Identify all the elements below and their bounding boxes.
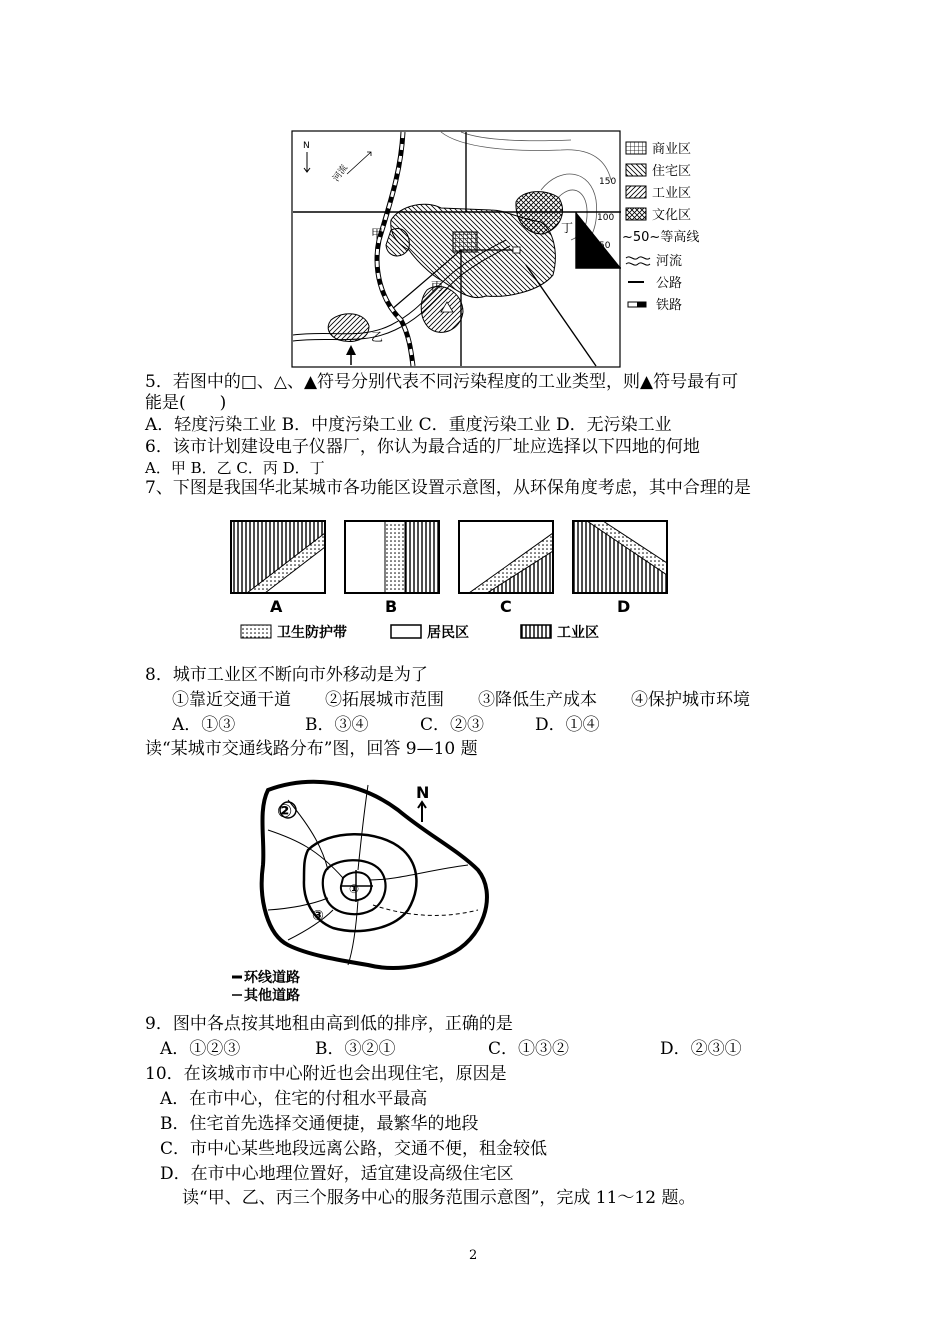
q6-options: A．甲 B．乙 C．丙 D．丁: [145, 459, 325, 477]
map2-north: N: [416, 783, 430, 802]
q8-stem: 8．城市工业区不断向市外移动是为了: [145, 665, 428, 685]
q9-option-d: D．②③①: [660, 1039, 742, 1059]
q5-options: A．轻度污染工业 B．中度污染工业 C．重度污染工业 D．无污染工业: [145, 415, 672, 435]
q8-option-b: B．③④: [305, 715, 369, 735]
legend-other-road: 其他道路: [244, 988, 300, 1004]
legend-ring-road: 环线道路: [244, 970, 300, 986]
q10-option-d: D．在市中心地理位置好，适宜建设高级住宅区: [160, 1164, 514, 1184]
map1-label-jia: 甲: [371, 227, 384, 241]
marker-2: ②: [277, 801, 293, 822]
marker-3: ③: [312, 908, 324, 924]
legend-commercial: 商业区: [652, 142, 692, 157]
map1-contour-50: 50: [599, 241, 611, 251]
q9-stem: 9．图中各点按其地租由高到低的排序，正确的是: [145, 1014, 513, 1034]
q10-stem: 10．在该城市市中心附近也会出现住宅，原因是: [145, 1064, 507, 1084]
q10-option-b: B．住宅首先选择交通便捷，最繁华的地段: [160, 1114, 479, 1134]
legend-residential-zone: 居民区: [427, 625, 469, 641]
panel-label-d: D: [617, 597, 631, 616]
panel-b: [345, 521, 439, 593]
q9-option-a: A．①②③: [160, 1039, 241, 1059]
map1-legend: [622, 130, 722, 315]
map1-label-ding: 丁: [561, 221, 574, 235]
q9-option-b: B．③②①: [315, 1039, 396, 1059]
q6-stem: 6．该市计划建设电子仪器厂，你认为最合适的厂址应选择以下四地的何地: [145, 437, 700, 457]
q5-stem-line1: 5．若图中的□、△、▲符号分别代表不同污染程度的工业类型，则▲符号最有可: [145, 372, 739, 392]
map1-contour-150: 150: [599, 177, 617, 187]
map1-label-yi: 乙: [371, 330, 384, 344]
intro-q11-12: 读“甲、乙、丙三个服务中心的服务范围示意图”，完成 11～12 题。: [182, 1188, 696, 1208]
legend-river: 河流: [656, 254, 683, 269]
panel-label-b: B: [385, 597, 398, 616]
map1-river-label: 河流: [331, 163, 351, 184]
q10-option-a: A．在市中心，住宅的付租水平最高: [160, 1089, 428, 1109]
map1-contour-100: 100: [597, 213, 615, 223]
functional-zone-panels: [225, 515, 675, 650]
city-zoning-map: [291, 130, 621, 368]
map1-north: N: [303, 141, 310, 151]
q8-option-a: A．①③: [172, 715, 236, 735]
map1-label-bing: 丙: [431, 279, 444, 293]
panel-label-a: A: [270, 597, 283, 616]
q5-stem-line2: 能是( ): [145, 393, 227, 413]
q9-option-c: C．①③②: [488, 1039, 570, 1059]
legend-road: 公路: [656, 276, 683, 291]
q8-option-d: D．①④: [535, 715, 600, 735]
legend-buffer-belt: 卫生防护带: [277, 625, 347, 641]
legend-railway: 铁路: [656, 298, 683, 313]
legend-cultural: 文化区: [652, 208, 692, 223]
panel-d: [573, 521, 667, 593]
q7-stem: 7、下图是我国华北某城市各功能区设置示意图，从环保角度考虑，其中合理的是: [145, 478, 751, 498]
intro-q9-10: 读“某城市交通线路分布”图，回答 9—10 题: [145, 739, 478, 759]
q8-items: ①靠近交通干道 ②拓展城市范围 ③降低生产成本 ④保护城市环境: [172, 690, 750, 710]
legend-residential: 住宅区: [652, 164, 692, 179]
marker-1: ①: [349, 882, 360, 896]
legend-industrial: 工业区: [652, 186, 692, 201]
q10-option-c: C．市中心某些地段远离公路，交通不便，租金较低: [160, 1139, 548, 1159]
panel-a: [231, 521, 325, 593]
panel-label-c: C: [500, 597, 512, 616]
city-transport-map: [228, 770, 498, 1005]
page-number: 2: [469, 1248, 478, 1263]
legend-contour: ~50~等高线: [622, 230, 700, 245]
panel-c: [459, 521, 553, 593]
q8-option-c: C．②③: [420, 715, 485, 735]
legend-industrial-zone: 工业区: [557, 625, 599, 641]
